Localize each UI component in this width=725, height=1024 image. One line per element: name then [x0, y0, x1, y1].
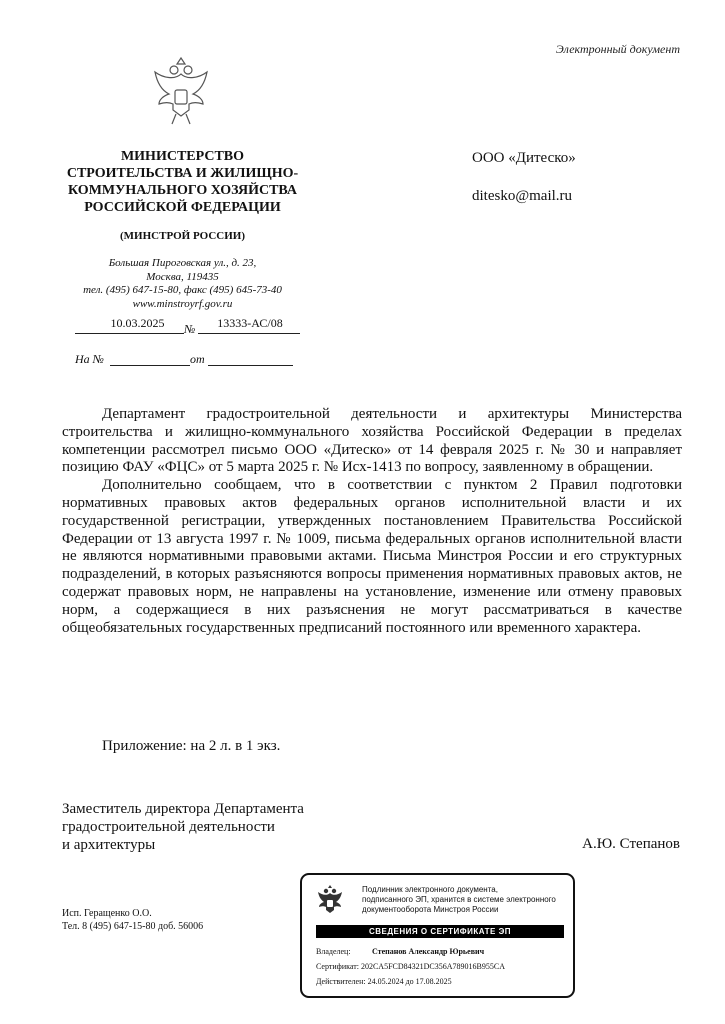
- recipient-email: ditesko@mail.ru: [472, 188, 573, 204]
- ministry-name-line: РОССИЙСКОЙ ФЕДЕРАЦИИ: [84, 200, 281, 215]
- reference-date-underline: [208, 365, 293, 366]
- signer-title-line: Заместитель директора Департамента: [62, 801, 304, 817]
- ministry-address: [55, 257, 310, 311]
- executor-phone: Тел. 8 (495) 647-15-80 доб. 56006: [62, 921, 204, 932]
- executor-name: Исп. Геращенко О.О.: [62, 908, 152, 919]
- address-line: тел. (495) 647-15-80, факс (495) 645-73-40: [83, 284, 282, 296]
- signer-title: [62, 800, 304, 854]
- attachment-note: Приложение: на 2 л. в 1 экз.: [102, 738, 281, 754]
- signer-title-line: градостроительной деятельности: [62, 819, 275, 835]
- electronic-signature-stamp: [300, 873, 575, 998]
- coat-of-arms-icon: [316, 883, 344, 919]
- stamp-note-line: документооборота Минстроя России: [362, 905, 499, 914]
- registration-number-label: №: [184, 322, 196, 336]
- address-line: Москва, 119435: [146, 270, 219, 283]
- coat-of-arms-icon: [150, 50, 212, 130]
- stamp-owner-label: Владелец:: [316, 947, 351, 956]
- body-paragraph: Департамент градостроительной деятельности и архитектуры Министерства строительства и жилищно-коммунального хозяйства Российской Федерации в пределах компетенции рассмотрел письмо ООО «Дитеско» от 14 февраля 2025 г. № 30 и направляет позицию ФАУ «ФЦС» от 5 марта 2025 г. № Исх-1413 по вопросу, заявленному в обращении.: [62, 406, 682, 476]
- signer-name: А.Ю. Степанов: [582, 836, 680, 852]
- number-underline: [198, 333, 300, 334]
- electronic-document-label: Электронный документ: [555, 42, 680, 56]
- stamp-note-line: Подлинник электронного документа,: [362, 885, 498, 894]
- stamp-certificate-header: СВЕДЕНИЯ О СЕРТИФИКАТЕ ЭП: [316, 925, 564, 938]
- registration-number: 13333-АС/08: [217, 316, 283, 330]
- reference-from-label: от: [190, 352, 205, 366]
- ministry-short-name: (МИНСТРОЙ РОССИИ): [120, 230, 245, 242]
- ministry-name-line: СТРОИТЕЛЬСТВА И ЖИЛИЩНО-: [66, 166, 299, 181]
- reference-number-underline: [110, 365, 190, 366]
- stamp-certificate: Сертификат: 202CA5FCD84321DC356A789016B955CA: [316, 962, 505, 971]
- reference-label: На №: [75, 352, 104, 366]
- address-line: www.minstroyrf.gov.ru: [132, 297, 233, 310]
- executor-info: [62, 907, 203, 933]
- date-underline: [75, 333, 184, 334]
- stamp-owner: Степанов Александр Юрьевич: [372, 947, 485, 956]
- registration-date: 10.03.2025: [110, 316, 165, 330]
- stamp-note: [362, 885, 567, 915]
- ministry-name-line: МИНИСТЕРСТВО: [120, 149, 245, 164]
- stamp-validity: Действителен: 24.05.2024 до 17.08.2025: [316, 977, 452, 986]
- signer-title-line: и архитектуры: [62, 837, 156, 853]
- letter-body: [62, 406, 682, 637]
- recipient-name: ООО «Дитеско»: [472, 150, 576, 166]
- body-paragraph: Дополнительно сообщаем, что в соответствии с пунктом 2 Правил подготовки нормативных правовых актов федеральных органов исполнительной власти и их государственной регистрации, утвержденных постановлением Правительства Российской Федерации от 13 августа 1997 г. № 1009, письма федеральных органов исполнительной власти не являются нормативными правовыми актами. Письма Минстроя России и его структурных подразделений, в которых разъясняются вопросы применения нормативных правовых актов, не содержат правовых норм, не направлены на установление, изменение или отмену правовых норм, а содержащиеся в них разъяснения не могут рассматриваться в качестве общеобязательных государственных предписаний постоянного или временного характера.: [62, 477, 682, 636]
- ministry-name: [55, 148, 310, 216]
- ministry-name-line: КОММУНАЛЬНОГО ХОЗЯЙСТВА: [68, 183, 297, 198]
- address-line: Большая Пироговская ул., д. 23,: [108, 257, 257, 269]
- stamp-note-line: подписанного ЭП, хранится в системе электронного: [362, 895, 556, 904]
